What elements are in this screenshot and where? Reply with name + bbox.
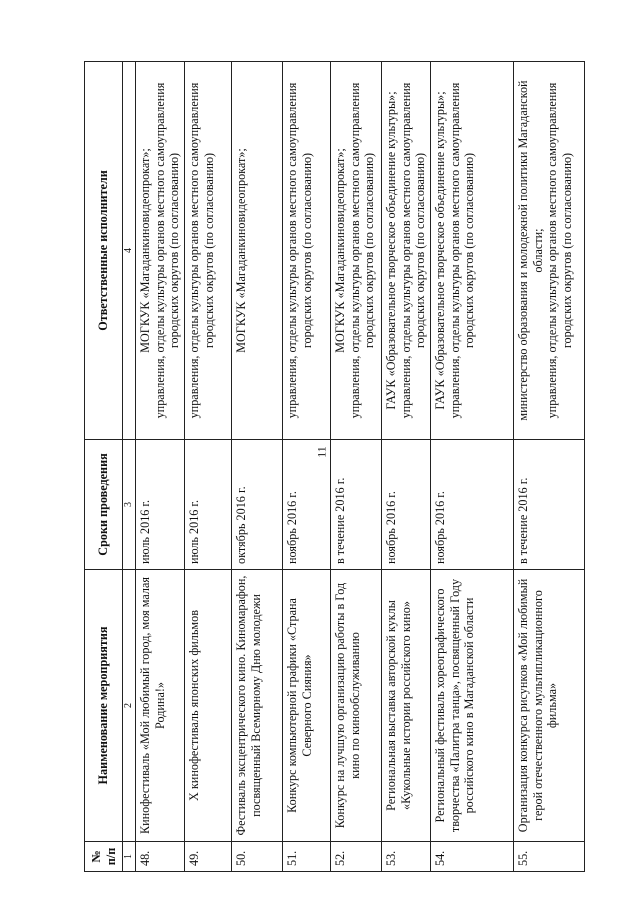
table-row — [330, 62, 381, 872]
column-number: 1 — [123, 842, 136, 872]
table-row — [282, 62, 330, 872]
executor-line: МОГКУК «Магаданкиновидеопрокат»; — [138, 148, 152, 353]
event-name: X кинофестиваль японских фильмов — [184, 570, 231, 842]
executor-line: управления, отделы культуры органов местного самоуправления городских округов (по согласованию) — [186, 82, 216, 419]
event-name: Конкурс компьютерной графики «Страна Северного Сияния» — [282, 570, 330, 842]
event-date: октябрь 2016 г. — [231, 440, 282, 570]
row-number: 49. — [184, 842, 231, 872]
executor-line: МОГКУК «Магаданкиновидеопрокат»; — [332, 148, 347, 353]
row-number: 48. — [136, 842, 185, 872]
table-row — [513, 62, 584, 872]
column-number: 4 — [123, 62, 136, 440]
event-executors — [231, 62, 282, 440]
row-number: 50. — [231, 842, 282, 872]
events-table — [84, 61, 585, 872]
event-name: Фестиваль эксцентрического кино. Киномарафон, посвященный Всемирному Дню молодежи — [231, 570, 282, 842]
event-name: Конкурс на лучшую организацию работы в Год кино по кинообслуживанию — [330, 570, 381, 842]
row-number: 51. — [282, 842, 330, 872]
header-date: Сроки проведения — [85, 440, 123, 570]
event-date: июль 2016 г. — [184, 440, 231, 570]
executor-line: управления, отделы культуры органов местного самоуправления городских округов (по согласованию) — [447, 82, 477, 419]
executor-line: МОГКУК «Магаданкиновидеопрокат»; — [233, 148, 248, 353]
executor-line: управления, отделы культуры органов местного самоуправления городских округов (по согласованию) — [398, 82, 428, 419]
event-executors — [330, 62, 381, 440]
table-row — [430, 62, 513, 872]
event-date: в течение 2016 г. — [513, 440, 584, 570]
row-number: 55. — [513, 842, 584, 872]
event-name: Кинофестиваль «Мой любимый город, моя малая Родина!» — [136, 570, 185, 842]
table-row — [184, 62, 231, 872]
executor-line: управления, отделы культуры органов местного самоуправления городских округов (по согласованию) — [347, 82, 377, 419]
header-num: № п/п — [85, 842, 123, 872]
event-date: ноябрь 2016 г. — [282, 440, 330, 570]
column-number: 2 — [123, 570, 136, 842]
event-name: Региональный фестиваль хореографического творчества «Палитра танца», посвященный Году российского кино в Магаданской области — [430, 570, 513, 842]
header-event: Наименование мероприятия — [85, 570, 123, 842]
column-number: 3 — [123, 440, 136, 570]
executor-line: министерство образования и молодежной политики Магаданской области; — [515, 80, 545, 421]
event-executors — [184, 62, 231, 440]
executor-line: ГАУК «Образовательное творческое объединение культуры»; — [383, 91, 398, 410]
executor-line: управления, отделы культуры органов местного самоуправления городских округов (по согласованию) — [152, 82, 182, 419]
row-number: 54. — [430, 842, 513, 872]
column-number-row — [123, 62, 136, 872]
event-executors — [430, 62, 513, 440]
header-row — [85, 62, 123, 872]
event-date: ноябрь 2016 г. — [430, 440, 513, 570]
header-executors: Ответственные исполнители — [85, 62, 123, 440]
row-number: 52. — [330, 842, 381, 872]
event-date: в течение 2016 г. — [330, 440, 381, 570]
event-date: июль 2016 г. — [136, 440, 185, 570]
event-date: ноябрь 2016 г. — [381, 440, 430, 570]
executor-line: управления, отделы культуры органов местного самоуправления городских округов (по согласованию) — [284, 82, 314, 419]
executor-line: управления, отделы культуры органов местного самоуправления городских округов (по согласованию) — [545, 82, 574, 419]
page-number: 11 — [314, 446, 329, 458]
rotated-table-inner — [84, 62, 581, 872]
event-name: Региональная выставка авторской куклы «Кукольные истории российского кино» — [381, 570, 430, 842]
row-number: 53. — [381, 842, 430, 872]
table-row — [136, 62, 185, 872]
event-name: Организация конкурса рисунков «Мой любимый герой отечественного мультипликационного фильма» — [513, 570, 584, 842]
event-executors — [136, 62, 185, 440]
table-row — [231, 62, 282, 872]
table-row — [381, 62, 430, 872]
event-executors — [381, 62, 430, 440]
executor-line: ГАУК «Образовательное творческое объединение культуры»; — [432, 91, 447, 410]
event-executors — [513, 62, 584, 440]
event-executors — [282, 62, 330, 440]
rotated-table-frame — [84, 62, 581, 872]
